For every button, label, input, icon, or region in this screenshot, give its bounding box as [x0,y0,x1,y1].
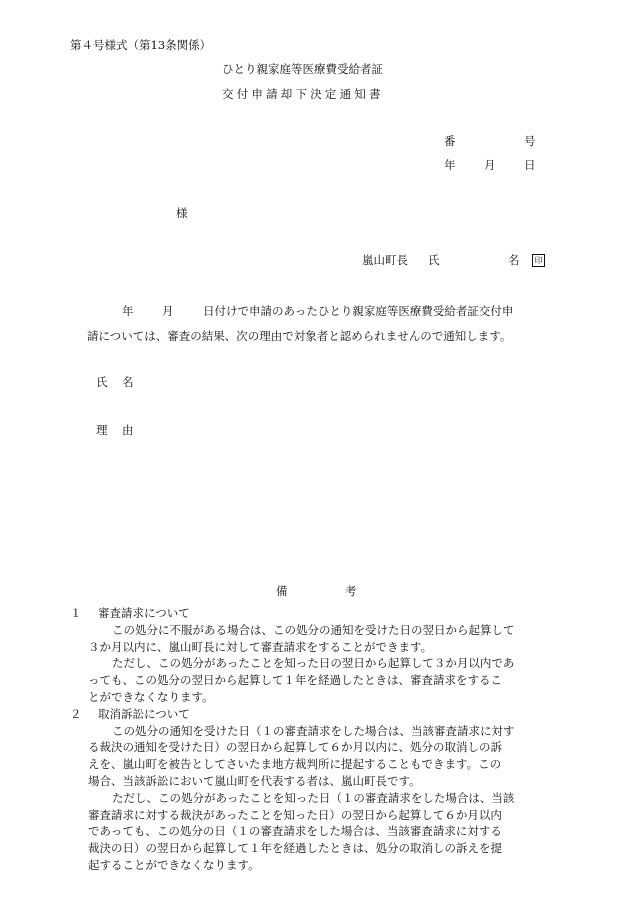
form-label: 第４号様式（第13条関係） [70,38,212,52]
paragraph-line: とができなくなります。 [88,689,214,704]
addressee-suffix: 様 [176,206,188,220]
paragraph-line: る裁決の通知を受けた日）の翌日から起算して６か月以内に、処分の取消しの訴 [88,740,502,755]
title-line-1: ひとり親家庭等医療費受給者証 [222,62,383,76]
seal-mark: 印 [530,254,545,267]
paragraph-line: っても、この処分の翌日から起算して１年を経過したときは、審査請求をするこ [88,673,502,688]
body-year: 年 [122,304,134,318]
paragraph-line: えを、嵐山町を被告としてさいたま地方裁判所に提起することもできます。この [88,757,502,772]
issuer-name-label-1: 氏 [428,253,440,267]
remarks-item-1-heading [70,605,570,622]
date-day: 日 [524,158,536,172]
paragraph-line: ただし、この処分があったことを知った日（１の審査請求をした場合は、当該 [112,790,515,805]
body-line-2: 請については、審査の結果、次の理由で対象者と認められませんので通知します。 [87,329,512,343]
paragraph-line: ただし、この処分があったことを知った日の翌日から起算して３か月以内であ [112,656,515,671]
paragraph-line: 場合、当該訴訟において嵐山町を代表する者は、嵐山町長です。 [88,773,421,788]
remarks-item-1-title: 審査請求について [98,606,190,620]
remarks-item-1-number: １ [70,606,82,620]
number-ban: 番 [444,134,456,148]
issuer-title: 嵐山町長 [362,253,408,267]
number-go: 号 [524,134,536,148]
paragraph-line: であっても、この処分の日（１の審査請求をした場合は、当該審査請求に対する [88,824,502,839]
remarks-item-2-number: ２ [70,706,82,721]
remarks-item-2-heading [70,706,570,723]
issuer-name-label-2: 名 [508,253,520,267]
remarks-item-2-paragraph-1 [70,723,570,790]
body-month: 月 [162,304,174,318]
body-line-1: 日付けで申請のあったひとり親家庭等医療費受給者証交付申 [203,304,514,318]
date-year: 年 [444,158,456,172]
reason-field-label-1: 理 [96,423,108,437]
date-month: 月 [484,158,496,172]
paragraph-line: この処分の通知を受けた日（１の審査請求をした場合は、当該審査請求に対す [112,723,515,738]
paragraph-line: ３か月以内に、嵐山町長に対して審査請求をすることができます。 [88,639,433,654]
paragraph-line: 裁決の日）の翌日から起算して１年を経過したときは、処分の取消しの訴えを提 [88,841,502,856]
paragraph-line: 審査請求に対する裁決があったことを知った日）の翌日から起算して６か月以内 [88,807,502,822]
remarks-heading-1: 備 [276,584,288,598]
title-line-2: 交付申請却下決定通知書 [222,87,384,101]
remarks-heading-2: 考 [345,584,357,598]
name-field-label-1: 氏 [96,375,108,389]
reason-field-label-2: 由 [122,423,134,437]
remarks-item-2-title: 取消訴訟について [98,706,190,721]
name-field-label-2: 名 [122,375,134,389]
paragraph-line: この処分に不服がある場合は、この処分の通知を受けた日の翌日から起算して [112,622,515,637]
remarks-list [70,605,570,874]
paragraph-line: 起することができなくなります。 [88,857,260,872]
remarks-item-1-paragraph-1 [70,622,570,656]
remarks-item-2-paragraph-2 [70,790,570,874]
remarks-item-1-paragraph-2 [70,655,570,705]
